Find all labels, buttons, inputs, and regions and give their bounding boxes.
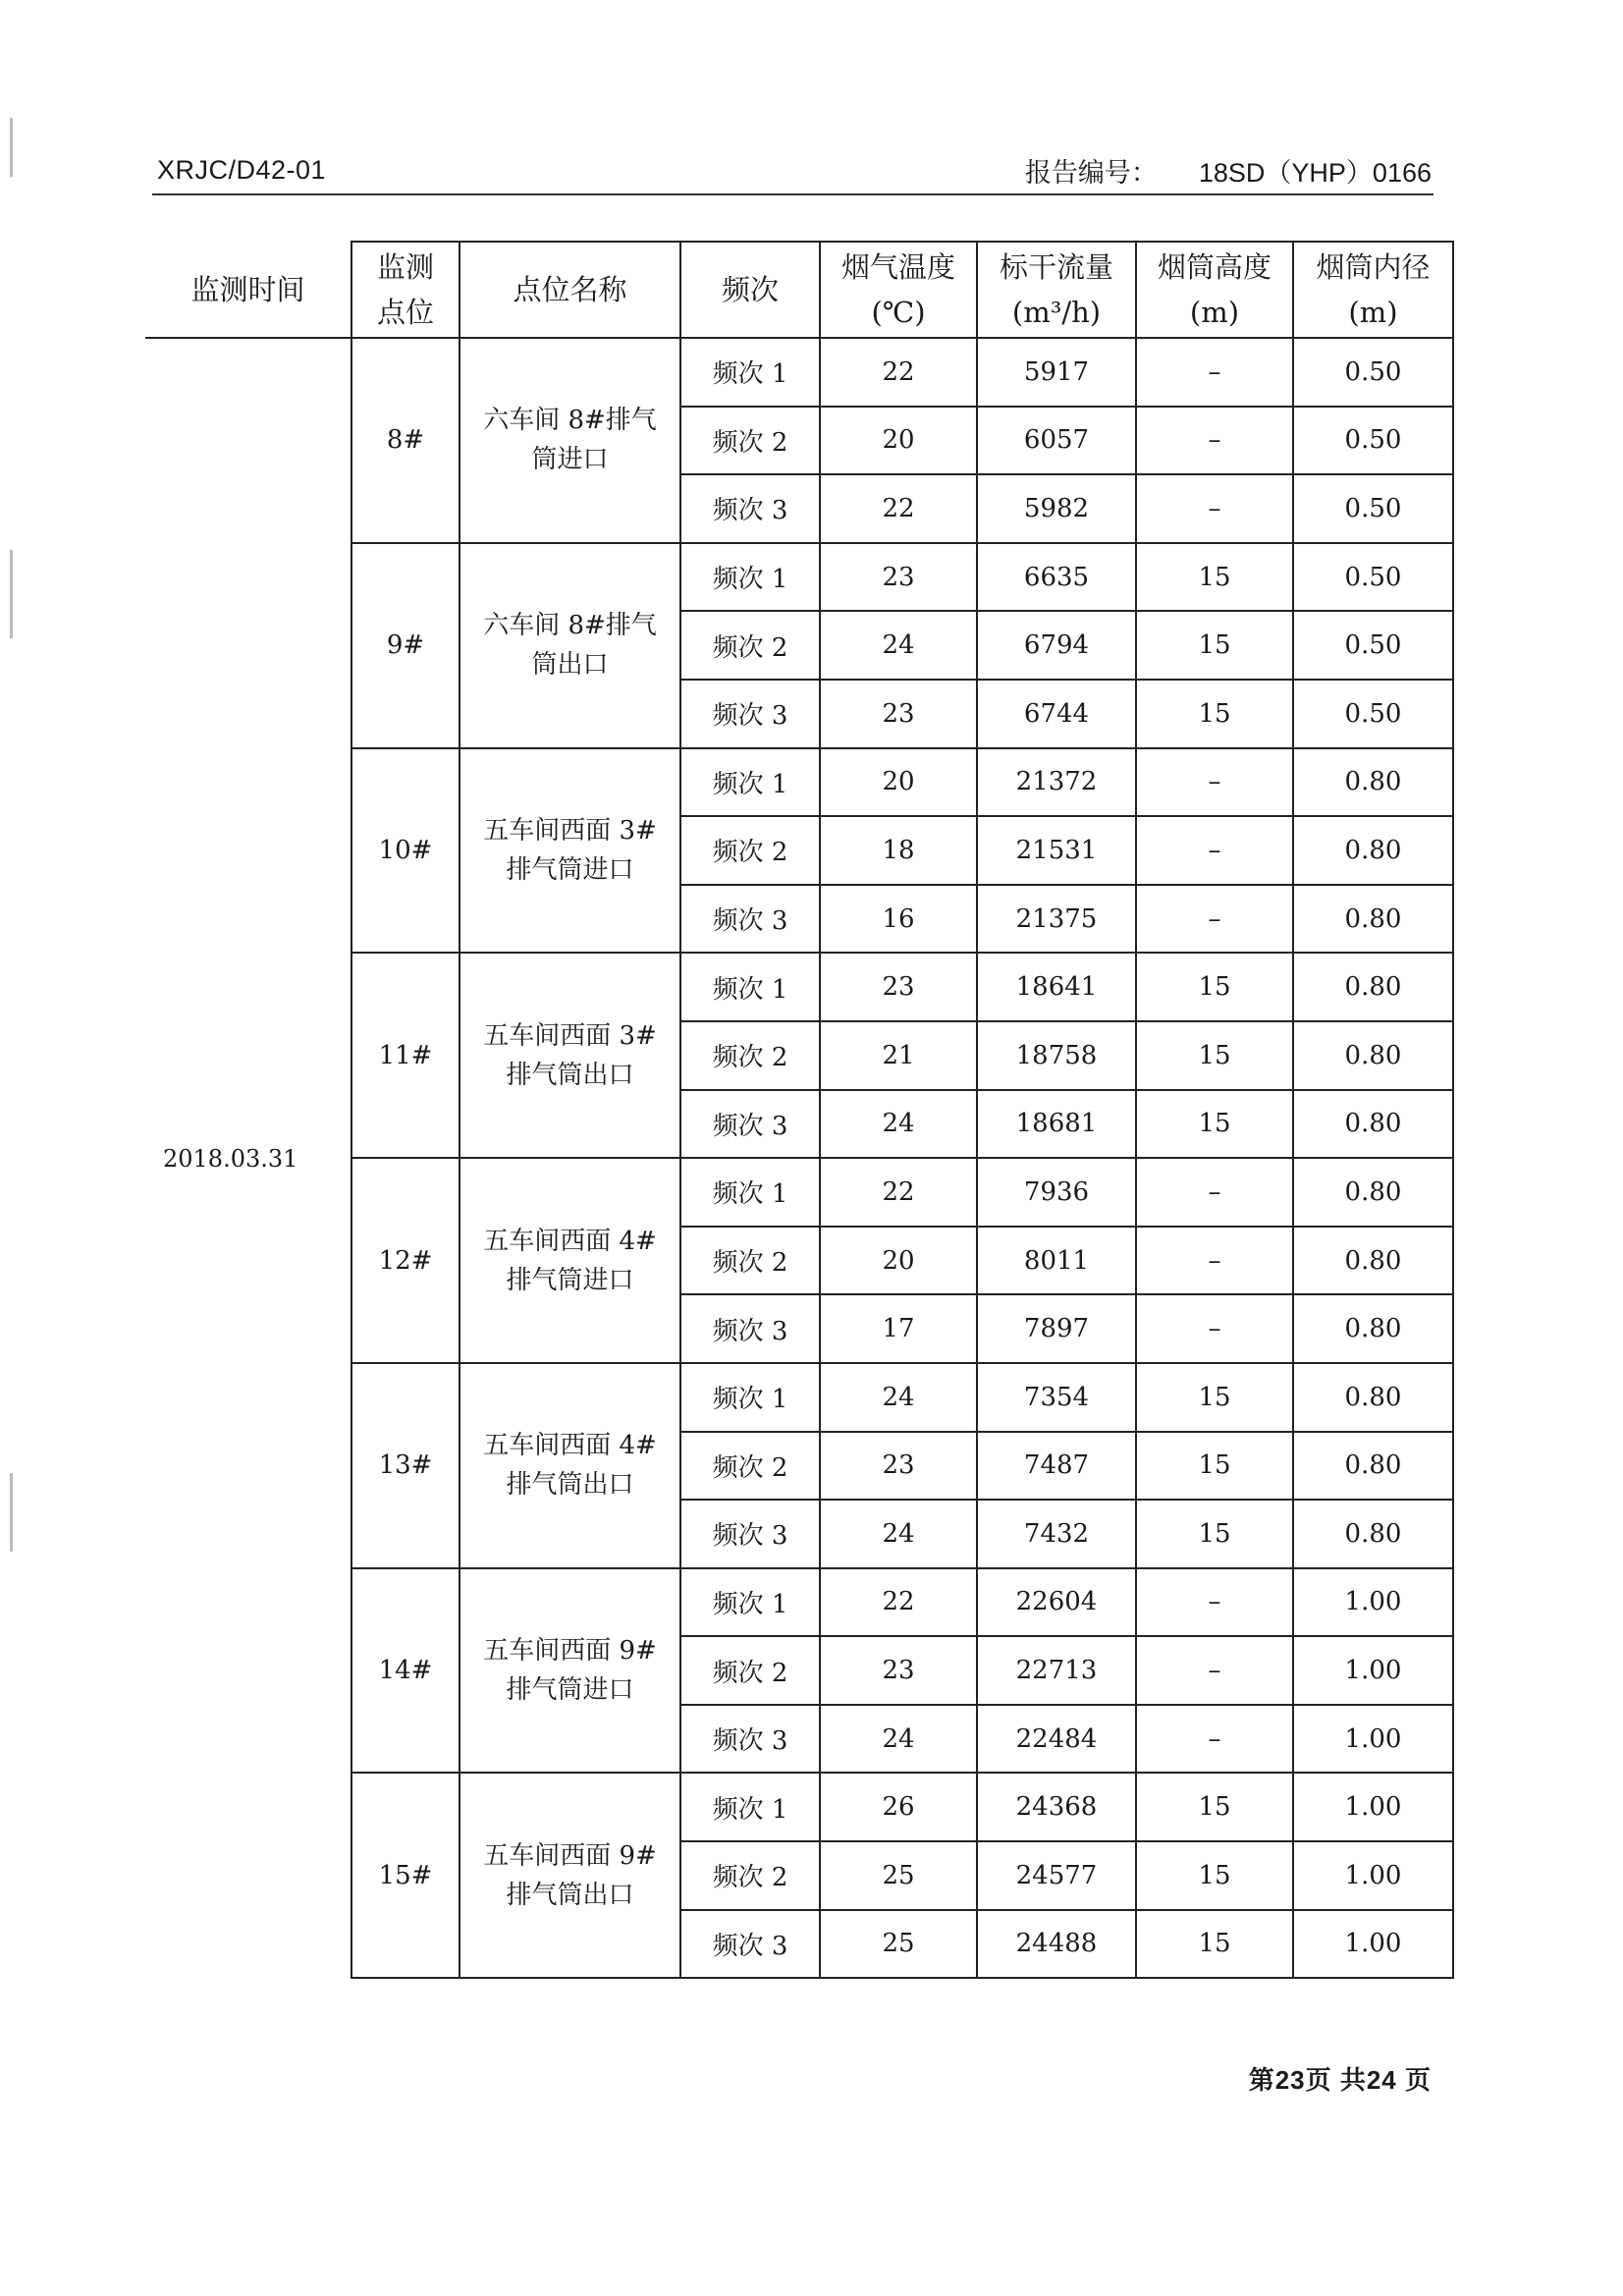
monitoring-point: 13# (352, 1363, 460, 1568)
frequency-cell: 频次 1 (680, 338, 820, 407)
stack-height-cell: – (1136, 407, 1293, 475)
col-header-stack-diameter: 烟筒内径 (m) (1293, 242, 1453, 338)
temperature-cell: 23 (820, 543, 977, 612)
monitoring-point: 11# (352, 953, 460, 1158)
flow-cell: 21375 (977, 885, 1136, 954)
flow-cell: 7432 (977, 1500, 1136, 1568)
flow-cell: 18758 (977, 1021, 1136, 1090)
frequency-cell: 频次 3 (680, 1705, 820, 1774)
flow-cell: 22484 (977, 1705, 1136, 1774)
stack-diameter-cell: 0.50 (1293, 474, 1453, 543)
temperature-cell: 25 (820, 1841, 977, 1910)
frequency-cell: 频次 2 (680, 1021, 820, 1090)
frequency-cell: 频次 3 (680, 680, 820, 748)
stack-height-cell: 15 (1136, 1021, 1293, 1090)
temperature-cell: 24 (820, 611, 977, 680)
frequency-cell: 频次 2 (680, 816, 820, 885)
site-name (460, 1158, 680, 1363)
col-header-time: 监测时间 (145, 242, 352, 338)
frequency-cell: 频次 2 (680, 407, 820, 475)
site-name-line2: 筒出口 (531, 650, 609, 681)
col-header-temperature: 烟气温度 (℃) (820, 242, 977, 338)
site-name (460, 953, 680, 1158)
frequency-cell: 频次 3 (680, 1500, 820, 1568)
temperature-cell: 23 (820, 680, 977, 748)
stack-diameter-cell: 0.50 (1293, 338, 1453, 407)
frequency-cell: 频次 2 (680, 611, 820, 680)
site-name-line1: 六车间 8#排气 (483, 406, 657, 436)
stack-diameter-cell: 1.00 (1293, 1773, 1453, 1841)
stack-diameter-cell: 0.80 (1293, 816, 1453, 885)
frequency-cell: 频次 1 (680, 1773, 820, 1841)
stack-diameter-cell: 0.80 (1293, 1158, 1453, 1227)
stack-diameter-cell: 0.80 (1293, 1227, 1453, 1295)
col-header-flow: 标干流量 (m³/h) (977, 242, 1136, 338)
frequency-cell: 频次 2 (680, 1432, 820, 1501)
stack-diameter-cell: 1.00 (1293, 1910, 1453, 1979)
frequency-cell: 频次 1 (680, 953, 820, 1021)
flow-cell: 6744 (977, 680, 1136, 748)
frequency-cell: 频次 1 (680, 543, 820, 612)
temperature-cell: 21 (820, 1021, 977, 1090)
frequency-cell: 频次 1 (680, 1363, 820, 1432)
frequency-cell: 频次 1 (680, 1158, 820, 1227)
col-header-site: 点位名称 (460, 242, 680, 338)
page-number: 第23页 共24 页 (1248, 2065, 1432, 2095)
temperature-cell: 23 (820, 1636, 977, 1705)
col-header-stack-height: 烟筒高度 (m) (1136, 242, 1293, 338)
flow-cell: 6794 (977, 611, 1136, 680)
temperature-cell: 22 (820, 1158, 977, 1227)
stack-height-cell: – (1136, 1636, 1293, 1705)
frequency-cell: 频次 3 (680, 474, 820, 543)
temperature-cell: 24 (820, 1090, 977, 1159)
stack-diameter-cell: 0.50 (1293, 407, 1453, 475)
monitoring-point: 12# (352, 1158, 460, 1363)
stack-height-cell: – (1136, 1294, 1293, 1363)
frequency-cell: 频次 1 (680, 748, 820, 817)
frequency-cell: 频次 2 (680, 1227, 820, 1295)
temperature-cell: 22 (820, 1568, 977, 1637)
col-header-point: 监测 点位 (352, 242, 460, 338)
stack-diameter-cell: 0.80 (1293, 1090, 1453, 1159)
stack-height-cell: 15 (1136, 953, 1293, 1021)
stack-height-cell: – (1136, 474, 1293, 543)
site-name (460, 338, 680, 543)
flow-cell: 5917 (977, 338, 1136, 407)
flow-cell: 22713 (977, 1636, 1136, 1705)
monitoring-date: 2018.03.31 (145, 338, 352, 1978)
stack-diameter-cell: 1.00 (1293, 1841, 1453, 1910)
temperature-cell: 22 (820, 474, 977, 543)
stack-height-cell: – (1136, 1227, 1293, 1295)
flow-cell: 6635 (977, 543, 1136, 612)
table-row (145, 338, 1453, 407)
monitoring-table (145, 241, 1454, 1979)
header-divider (152, 193, 1434, 195)
temperature-cell: 24 (820, 1500, 977, 1568)
frequency-cell: 频次 2 (680, 1636, 820, 1705)
site-name (460, 1363, 680, 1568)
stack-diameter-cell: 0.50 (1293, 611, 1453, 680)
flow-cell: 6057 (977, 407, 1136, 475)
scan-artifact (10, 1473, 13, 1552)
table-header-row (145, 242, 1453, 338)
flow-cell: 7936 (977, 1158, 1136, 1227)
site-name-line1: 五车间西面 4# (483, 1431, 657, 1461)
site-name-line1: 六车间 8#排气 (483, 611, 657, 641)
stack-height-cell: 15 (1136, 1773, 1293, 1841)
stack-height-cell: 15 (1136, 543, 1293, 612)
flow-cell: 18681 (977, 1090, 1136, 1159)
temperature-cell: 25 (820, 1910, 977, 1979)
flow-cell: 5982 (977, 474, 1136, 543)
report-number: 18SD（YHP）0166 (1198, 158, 1432, 188)
stack-height-cell: 15 (1136, 680, 1293, 748)
stack-diameter-cell: 0.50 (1293, 543, 1453, 612)
stack-diameter-cell: 0.80 (1293, 1432, 1453, 1501)
site-name-line2: 排气筒进口 (506, 1675, 634, 1706)
site-name-line1: 五车间西面 3# (483, 815, 657, 846)
flow-cell: 21372 (977, 748, 1136, 817)
temperature-cell: 24 (820, 1363, 977, 1432)
stack-height-cell: 15 (1136, 1432, 1293, 1501)
frequency-cell: 频次 1 (680, 1568, 820, 1637)
site-name-line1: 五车间西面 3# (483, 1020, 657, 1051)
site-name (460, 543, 680, 748)
temperature-cell: 18 (820, 816, 977, 885)
stack-diameter-cell: 1.00 (1293, 1705, 1453, 1774)
flow-cell: 24368 (977, 1773, 1136, 1841)
temperature-cell: 20 (820, 1227, 977, 1295)
temperature-cell: 17 (820, 1294, 977, 1363)
stack-height-cell: 15 (1136, 611, 1293, 680)
stack-height-cell: 15 (1136, 1500, 1293, 1568)
stack-height-cell: – (1136, 748, 1293, 817)
stack-height-cell: 15 (1136, 1841, 1293, 1910)
temperature-cell: 26 (820, 1773, 977, 1841)
frequency-cell: 频次 2 (680, 1841, 820, 1910)
flow-cell: 24488 (977, 1910, 1136, 1979)
monitoring-point: 14# (352, 1568, 460, 1774)
stack-diameter-cell: 1.00 (1293, 1568, 1453, 1637)
site-name-line2: 排气筒进口 (506, 1265, 634, 1295)
site-name (460, 748, 680, 954)
document-code: XRJC/D42-01 (157, 155, 327, 185)
stack-diameter-cell: 1.00 (1293, 1636, 1453, 1705)
site-name-line2: 筒进口 (531, 445, 609, 475)
frequency-cell: 频次 3 (680, 885, 820, 954)
temperature-cell: 20 (820, 748, 977, 817)
frequency-cell: 频次 3 (680, 1090, 820, 1159)
stack-height-cell: – (1136, 885, 1293, 954)
stack-diameter-cell: 0.80 (1293, 1294, 1453, 1363)
flow-cell: 21531 (977, 816, 1136, 885)
temperature-cell: 24 (820, 1705, 977, 1774)
stack-diameter-cell: 0.80 (1293, 1500, 1453, 1568)
stack-height-cell: – (1136, 1158, 1293, 1227)
scan-artifact (10, 550, 13, 638)
flow-cell: 18641 (977, 953, 1136, 1021)
stack-diameter-cell: 0.80 (1293, 748, 1453, 817)
flow-cell: 22604 (977, 1568, 1136, 1637)
stack-diameter-cell: 0.50 (1293, 680, 1453, 748)
site-name-line1: 五车间西面 4# (483, 1226, 657, 1256)
monitoring-point: 15# (352, 1773, 460, 1978)
report-number-block (1025, 151, 1432, 190)
site-name-line1: 五车间西面 9# (483, 1636, 657, 1667)
temperature-cell: 23 (820, 1432, 977, 1501)
stack-height-cell: – (1136, 1705, 1293, 1774)
temperature-cell: 23 (820, 953, 977, 1021)
stack-height-cell: 15 (1136, 1090, 1293, 1159)
stack-height-cell: 15 (1136, 1910, 1293, 1979)
site-name-line2: 排气筒出口 (506, 1060, 634, 1090)
site-name-line2: 排气筒出口 (506, 1880, 634, 1910)
stack-diameter-cell: 0.80 (1293, 953, 1453, 1021)
stack-height-cell: – (1136, 1568, 1293, 1637)
col-header-frequency: 频次 (680, 242, 820, 338)
monitoring-point: 8# (352, 338, 460, 543)
monitoring-point: 10# (352, 748, 460, 954)
site-name (460, 1568, 680, 1774)
flow-cell: 7897 (977, 1294, 1136, 1363)
temperature-cell: 22 (820, 338, 977, 407)
flow-cell: 8011 (977, 1227, 1136, 1295)
site-name-line1: 五车间西面 9# (483, 1840, 657, 1871)
stack-height-cell: 15 (1136, 1363, 1293, 1432)
frequency-cell: 频次 3 (680, 1910, 820, 1979)
flow-cell: 7354 (977, 1363, 1136, 1432)
stack-diameter-cell: 0.80 (1293, 1363, 1453, 1432)
temperature-cell: 16 (820, 885, 977, 954)
scan-artifact (10, 118, 13, 177)
report-number-label: 报告编号： (1024, 158, 1158, 188)
stack-height-cell: – (1136, 816, 1293, 885)
frequency-cell: 频次 3 (680, 1294, 820, 1363)
stack-height-cell: – (1136, 338, 1293, 407)
monitoring-point: 9# (352, 543, 460, 748)
flow-cell: 24577 (977, 1841, 1136, 1910)
stack-diameter-cell: 0.80 (1293, 885, 1453, 954)
temperature-cell: 20 (820, 407, 977, 475)
site-name (460, 1773, 680, 1978)
flow-cell: 7487 (977, 1432, 1136, 1501)
site-name-line2: 排气筒进口 (506, 854, 634, 885)
site-name-line2: 排气筒出口 (506, 1470, 634, 1501)
stack-diameter-cell: 0.80 (1293, 1021, 1453, 1090)
